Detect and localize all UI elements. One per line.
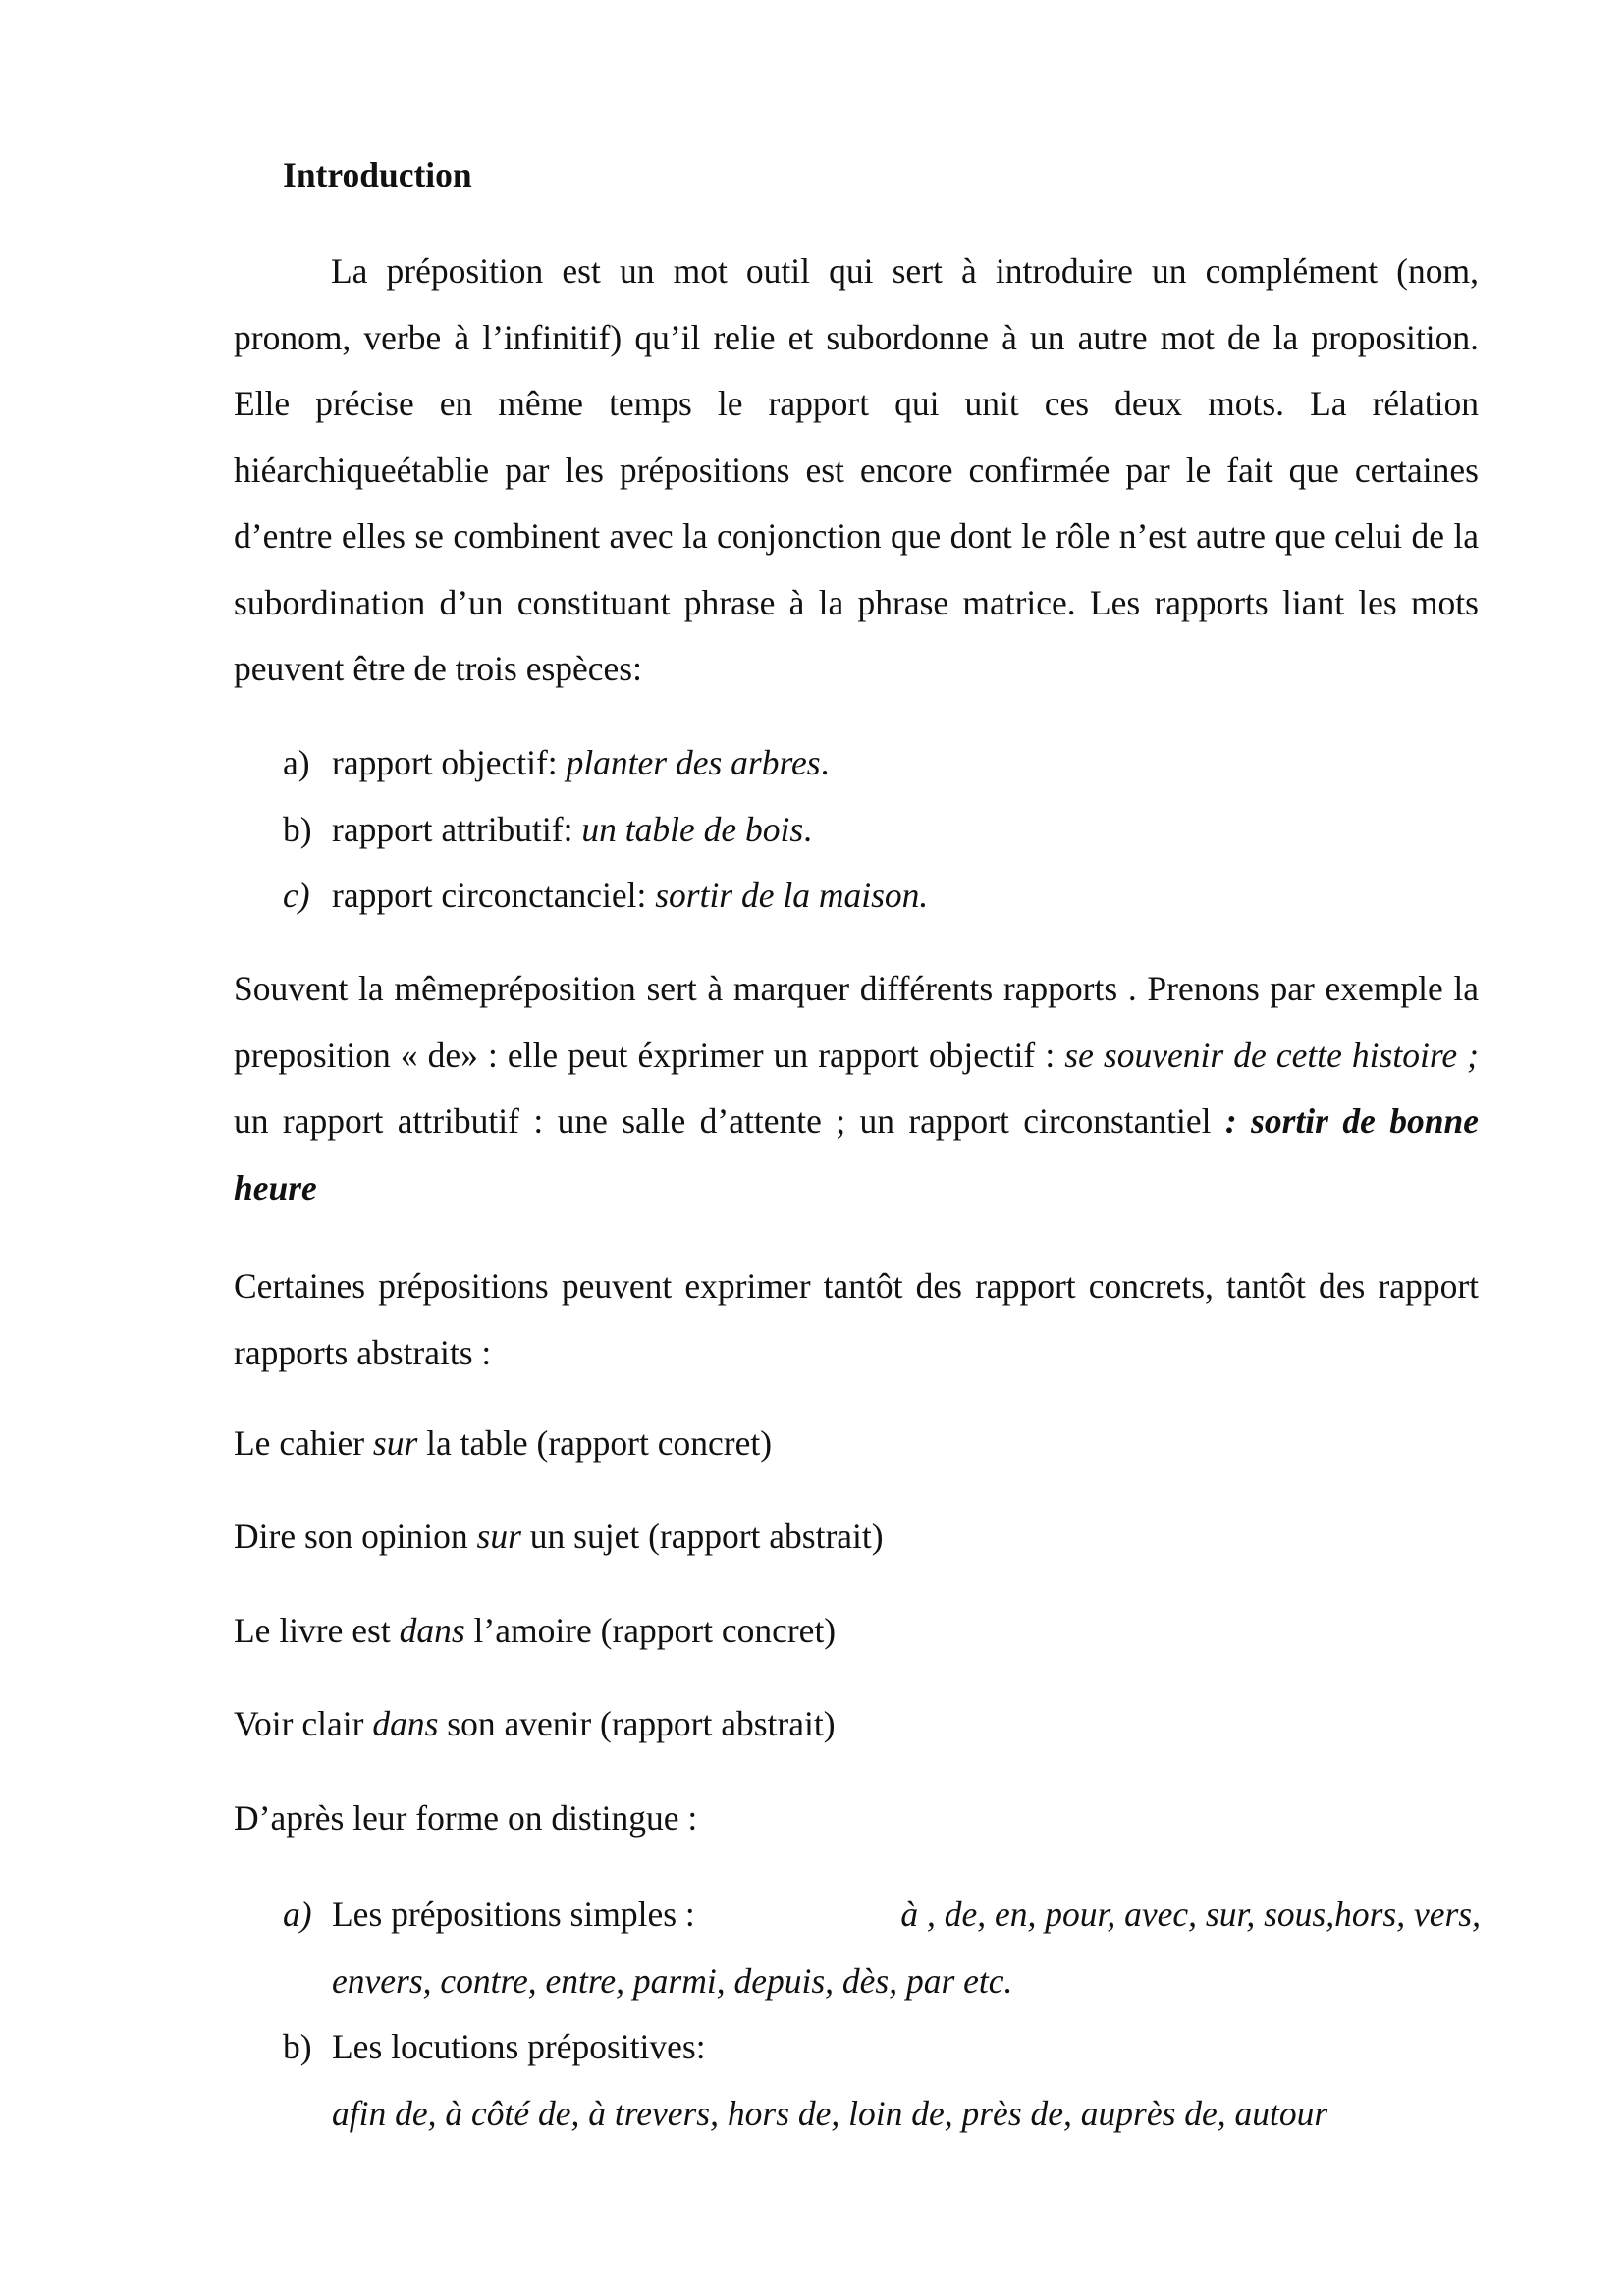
forme-examples: à , de, en, pour, avec, sur, sous,hors, vers, <box>900 1895 1481 1934</box>
souvent-example-2: : sortir de bonne heure <box>234 1101 1479 1207</box>
rapport-example: un table de bois <box>581 809 804 849</box>
example-line <box>234 1421 1479 1465</box>
example-text: son avenir (rapport abstrait) <box>438 1704 836 1743</box>
example-line <box>234 1609 1479 1652</box>
rapport-label: rapport objectif: <box>332 743 567 782</box>
souvent-text-2: un rapport attributif : une salle d’attente ; un rapport circonstantiel <box>234 1035 1496 1141</box>
forme-intro: D’après leur forme on distingue : <box>234 1798 698 1838</box>
example-preposition: dans <box>372 1704 439 1743</box>
souvent-text-1: Souvent la mêmepréposition sert à marquer différents rapports . Prenons par exemple la preposition « de» : elle peut éxprimer un rapport objectif : <box>234 969 1479 1075</box>
example-text: l’amoire (rapport concret) <box>464 1611 837 1650</box>
forme-examples: afin de, à côté de, à trevers, hors de, loin de, près de, auprès de, autour <box>332 2093 1328 2133</box>
example-preposition: sur <box>476 1517 521 1556</box>
forme-examples: envers, contre, entre, parmi, depuis, dès, par etc. <box>332 1960 1013 2001</box>
rapport-punct: . <box>803 809 813 849</box>
section-title: Introduction <box>283 155 472 194</box>
list-marker: b) <box>283 809 312 849</box>
rapports-list <box>283 730 1481 930</box>
list-marker: a) <box>283 1895 312 1934</box>
example-line <box>234 1702 1479 1745</box>
rapport-example: planter des arbres <box>566 743 821 782</box>
example-text: un sujet (rapport abstrait) <box>520 1517 884 1556</box>
souvent-paragraph <box>234 956 1496 1221</box>
example-preposition: sur <box>372 1423 418 1463</box>
rapport-punct: . <box>820 743 830 782</box>
example-text: Voir clair <box>234 1704 373 1743</box>
example-text: Le cahier <box>234 1423 373 1463</box>
example-line <box>234 1515 1479 1558</box>
list-item <box>283 863 1481 930</box>
list-item <box>283 797 1481 864</box>
rapport-label: rapport circonctanciel: <box>332 876 656 915</box>
example-text: Dire son opinion <box>234 1517 477 1556</box>
intro-paragraph: La préposition est un mot outil qui sert à introduire un complément (nom, pronom, verbe à l’infinitif) qu’il relie et subordonne à un autre mot de la proposition. Elle précise en même temps le rapport qui unit ces deux mots. La rélation hiéarchiqueétablie par les prépositions est encore confirmée par le fait que certaines d’entre elles se combinent avec la conjonction que dont le rôle n’est autre que celui de la subordination d’un constituant phrase à la phrase matrice. Les rapports liant les mots peuvent être de trois espèces: <box>234 251 1479 688</box>
example-preposition: dans <box>399 1611 465 1650</box>
example-text: Le livre est <box>234 1611 400 1650</box>
certaines-paragraph: Certaines prépositions peuvent exprimer tantôt des rapport concrets, tantôt des rapport rapports abstraits : <box>234 1266 1479 1372</box>
list-item <box>283 1882 1481 2014</box>
formes-list <box>283 1882 1481 2147</box>
forme-label: Les prépositions simples : <box>332 1895 695 1934</box>
rapport-label: rapport attributif: <box>332 809 582 849</box>
rapport-example: sortir de la maison. <box>655 876 929 915</box>
souvent-example-1: se souvenir de cette histoire ; <box>1064 1035 1479 1075</box>
list-marker: b) <box>283 2027 312 2066</box>
list-marker: c) <box>283 876 310 915</box>
list-item <box>283 2014 1481 2147</box>
forme-label: Les locutions prépositives: <box>332 2027 706 2066</box>
list-item <box>283 730 1481 797</box>
list-marker: a) <box>283 743 310 782</box>
example-text: la table (rapport concret) <box>417 1423 773 1463</box>
